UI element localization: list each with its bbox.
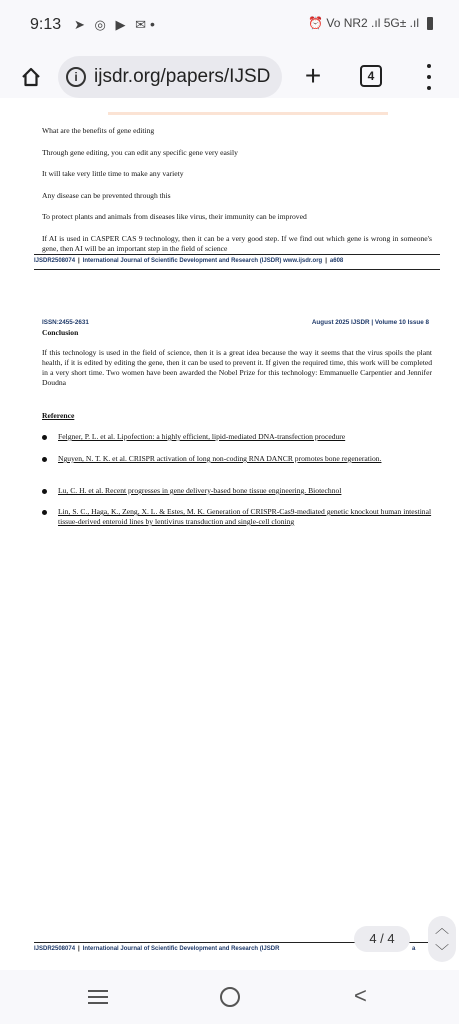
reference-item[interactable]: Nguyen, N. T. K. et al. CRISPR activation of long non-coding RNA DANCR promotes bone regeneration. [42, 454, 432, 464]
page-separator [34, 269, 440, 270]
page-footer: IJSDR2508074 | International Journal of Scientific Development and Research (IJSDR [34, 946, 280, 952]
pdf-viewer[interactable] [0, 98, 459, 970]
footer-journal: International Journal of Scientific Development and Research (IJSDR [82, 946, 280, 952]
tab-switcher-button[interactable]: 4 [360, 65, 382, 87]
reference-heading: Reference [42, 411, 75, 420]
text-line: Any disease can be prevented through this [42, 191, 171, 200]
system-icons [308, 16, 433, 30]
page-indicator: 4 / 4 [354, 926, 410, 952]
battery-icon [427, 17, 433, 30]
issue-info: August 2025 IJSDR | Volume 10 Issue 8 [311, 319, 429, 326]
text-line: It will take very little time to make any variety [42, 169, 184, 178]
clock: 9:13 [30, 16, 62, 33]
issn: ISSN:2455-2631 [42, 319, 89, 326]
footer-page: a608 [329, 258, 344, 264]
more-menu-button[interactable] [420, 64, 438, 90]
home-icon [20, 66, 42, 88]
status-bar [0, 0, 459, 56]
signal-icons: ⏰ Vo NR2 .ıl 5G± .ıl [308, 16, 419, 30]
footer-page: a [412, 946, 416, 952]
page-edge-strip [108, 112, 388, 115]
more-notifications-dot: • [150, 16, 155, 32]
text-paragraph: If AI is used in CASPER CAS 9 technology, then it can be a very good step. If we find out which gene is wrong in someone's gene, then AI will be an important step in the field of science [42, 234, 432, 253]
home-button[interactable] [16, 62, 46, 92]
reference-item[interactable]: Felgner, P. L. et al. Lipofection: a highly efficient, lipid-mediated DNA-transfection procedure [42, 432, 432, 442]
text-line: Through gene editing, you can edit any specific gene very easily [42, 148, 238, 157]
conclusion-heading: Conclusion [42, 328, 79, 337]
back-button[interactable]: < [354, 983, 367, 1008]
footer-rule [34, 254, 440, 255]
page-footer: IJSDR2508074 | International Journal of Scientific Development and Research (IJSDR) www.ijsdr.org | a608 [34, 258, 344, 264]
footer-id: IJSDR2508074 [34, 258, 76, 264]
url-text[interactable]: ijsdr.org/papers/IJSD [94, 66, 271, 87]
text-line: What are the benefits of gene editing [42, 126, 155, 135]
text-line: To protect plants and animals from diseases like virus, their immunity can be improved [42, 212, 307, 221]
home-nav-button[interactable] [220, 987, 240, 1007]
conclusion-text: If this technology is used in the field of science, then it is a great idea because the way it seems that the virus spoils the plant health, if it is edited by editing the gene, then it can be used to prevent it. If given the required time, this work will be completed in a very short time. Two women have been awarded the Nobel Prize for this technology: Emmanuelle Carpentier and Jennifer Doudna [42, 348, 432, 387]
chevron-down-icon[interactable]: ﹀ [435, 943, 449, 960]
new-tab-button[interactable]: + [304, 60, 322, 91]
page-scroll-control[interactable] [428, 916, 456, 962]
address-bar[interactable] [58, 56, 282, 98]
reference-item[interactable]: Lin, S. C., Haga, K., Zeng, X. L. & Estes, M. K. Generation of CRISPR-Cas9-mediated genetic knockout human intestinal tissue-derived enteroid lines by lentivirus transduction and single-cell cloning [42, 507, 432, 527]
chevron-up-icon[interactable]: ︿ [435, 920, 449, 937]
notification-icons: ➤ ◎ ▶ ✉ [74, 17, 149, 32]
recent-apps-button[interactable] [88, 990, 108, 1004]
site-info-icon[interactable]: i [66, 67, 86, 87]
footer-id: IJSDR2508074 [34, 946, 76, 952]
system-nav-bar [0, 970, 459, 1024]
reference-item[interactable]: Lu, C. H. et al. Recent progresses in gene delivery-based bone tissue engineering. Biotechnol [42, 486, 432, 496]
footer-journal: International Journal of Scientific Development and Research (IJSDR) www.ijsdr.org [82, 258, 323, 264]
browser-toolbar [0, 56, 459, 98]
